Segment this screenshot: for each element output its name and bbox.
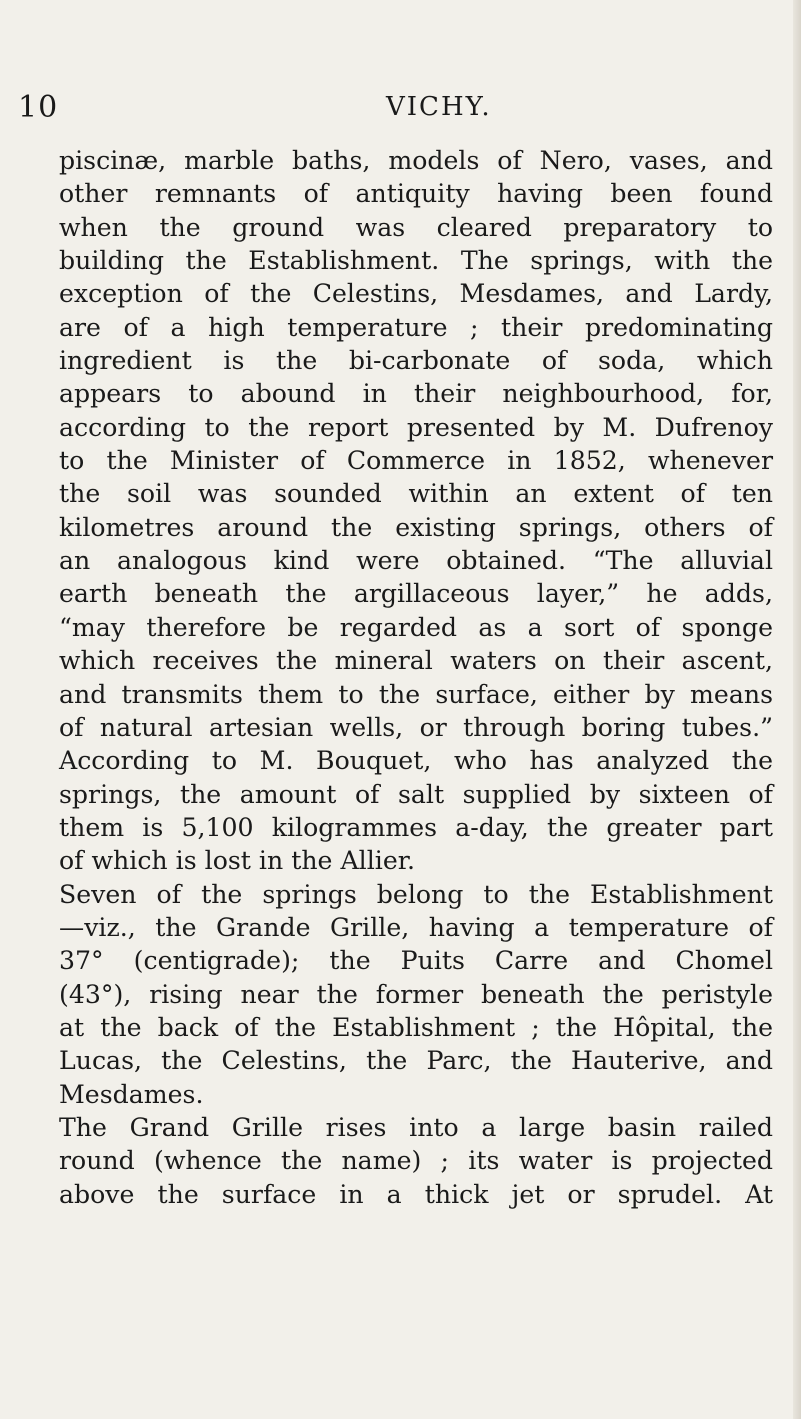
text-line: kilometres around the existing springs, others of — [59, 512, 773, 542]
text-line: an analogous kind were obtained. “The alluvial — [59, 546, 773, 576]
text-line: appears to abound in their neighbourhood, for, — [59, 379, 773, 409]
text-line: According to M. Bouquet, who has analyzed the — [59, 746, 773, 776]
text-line: piscinæ, marble baths, models of Nero, vases, and — [59, 146, 773, 175]
text-line: (43°), rising near the former beneath the peristyle — [59, 979, 773, 1009]
text-line: when the ground was cleared preparatory to — [59, 212, 773, 242]
text-line: other remnants of antiquity having been found — [59, 179, 773, 209]
text-line: at the back of the Establishment ; the Hôpital, the — [59, 1012, 773, 1042]
page-header — [0, 90, 801, 130]
text-line: springs, the amount of salt supplied by sixteen of — [59, 779, 773, 809]
page-edge — [793, 0, 801, 1419]
text-line: ingredient is the bi-carbonate of soda, which — [59, 346, 773, 376]
text-line: above the surface in a thick jet or sprudel. At — [59, 1179, 773, 1209]
text-line: earth beneath the argillaceous layer,” he adds, — [59, 579, 773, 609]
text-line: Lucas, the Celestins, the Parc, the Hauterive, and — [59, 1046, 773, 1076]
text-line: building the Establishment. The springs, with the — [59, 246, 773, 276]
text-line: and transmits them to the surface, either by means — [59, 679, 773, 709]
text-line: Mesdames. — [59, 1079, 204, 1109]
body-text — [59, 144, 773, 1211]
text-line: exception of the Celestins, Mesdames, and Lardy, — [59, 279, 773, 309]
text-line: them is 5,100 kilogrammes a-day, the greater part — [59, 812, 773, 842]
running-title: VICHY. — [386, 92, 492, 122]
text-line: 37° (centigrade); the Puits Carre and Chomel — [59, 946, 773, 976]
text-line: which receives the mineral waters on their ascent, — [59, 646, 773, 676]
text-line: “may therefore be regarded as a sort of sponge — [59, 612, 773, 642]
page-number: 10 — [18, 90, 59, 125]
text-line: Seven of the springs belong to the Establishment — [59, 879, 773, 909]
text-line: are of a high temperature ; their predominating — [59, 312, 773, 342]
text-line: according to the report presented by M. Dufrenoy — [59, 412, 773, 442]
text-line: The Grand Grille rises into a large basin railed — [59, 1112, 773, 1142]
text-line: the soil was sounded within an extent of ten — [59, 479, 773, 509]
text-line: to the Minister of Commerce in 1852, whenever — [59, 446, 773, 476]
text-line: of which is lost in the Allier. — [59, 846, 416, 876]
text-line: —viz., the Grande Grille, having a temperature of — [59, 912, 773, 942]
text-line: of natural artesian wells, or through boring tubes.” — [59, 712, 773, 742]
text-line: round (whence the name) ; its water is projected — [59, 1146, 773, 1176]
